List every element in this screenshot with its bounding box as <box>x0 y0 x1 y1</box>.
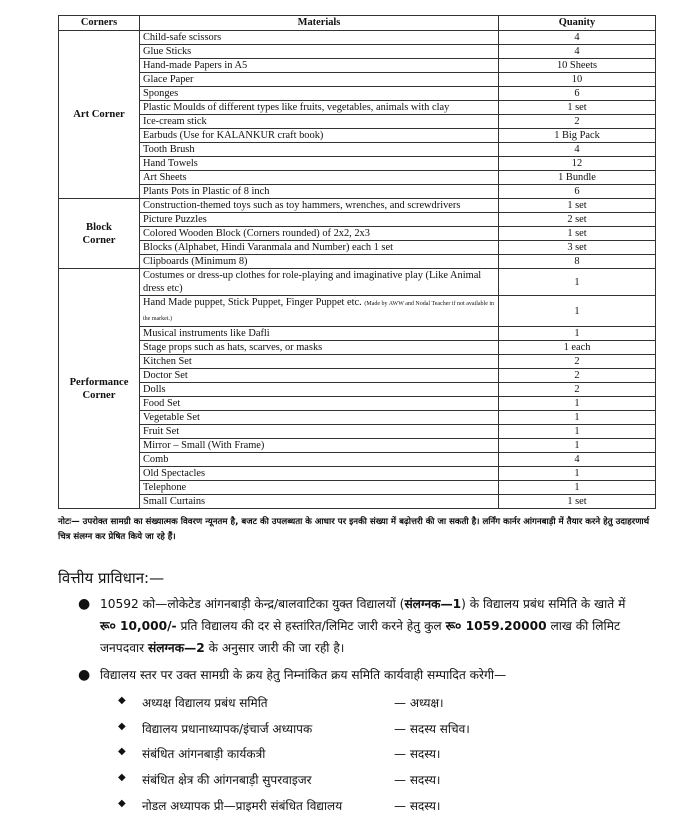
table-row <box>59 227 656 241</box>
funding-paragraph <box>78 593 645 659</box>
quantity-cell: 1 set <box>499 101 656 115</box>
quantity-cell: 4 <box>499 143 656 157</box>
table-row <box>59 241 656 255</box>
para1-text4: लाख की लिमिट जनपदवार <box>100 619 621 655</box>
quantity-cell: 1 <box>499 327 656 341</box>
quantity-cell: 2 <box>499 355 656 369</box>
material-cell: Art Sheets <box>140 171 499 185</box>
quantity-cell: 2 set <box>499 213 656 227</box>
material-cell: Tooth Brush <box>140 143 499 157</box>
table-row <box>59 467 656 481</box>
material-cell: Ice-cream stick <box>140 115 499 129</box>
material-cell: Clipboards (Minimum 8) <box>140 255 499 269</box>
corner-block <box>59 199 140 269</box>
table-row <box>59 87 656 101</box>
material-cell: Telephone <box>140 481 499 495</box>
table-row <box>59 171 656 185</box>
table-row <box>59 101 656 115</box>
table-row <box>59 495 656 509</box>
member-name: संबंधित क्षेत्र की आंगनबाड़ी सुपरवाइजर <box>142 773 312 787</box>
header-materials: Materials <box>140 16 499 31</box>
member-post: — अध्यक्ष। <box>394 696 444 710</box>
table-row <box>59 369 656 383</box>
diamond-bullet-icon: ◆ <box>118 746 126 757</box>
quantity-cell: 10 Sheets <box>499 59 656 73</box>
material-cell: Vegetable Set <box>140 411 499 425</box>
table-row <box>59 59 656 73</box>
quantity-cell: 1 <box>499 467 656 481</box>
diamond-bullet-icon: ◆ <box>118 798 126 809</box>
quantity-cell: 1 <box>499 425 656 439</box>
corner-performance-line2: Corner <box>82 389 116 401</box>
quantity-cell: 1 <box>499 439 656 453</box>
para1-amount-per-school: रू० 10,000/- <box>100 619 177 633</box>
table-row <box>59 199 656 213</box>
quantity-cell: 1 <box>499 397 656 411</box>
table-row <box>59 327 656 341</box>
quantity-cell: 1 <box>499 411 656 425</box>
quantity-cell: 1 set <box>499 227 656 241</box>
table-row <box>59 157 656 171</box>
material-cell: Comb <box>140 453 499 467</box>
table-row <box>59 383 656 397</box>
header-corners: Corners <box>59 16 140 31</box>
material-cell: Plants Pots in Plastic of 8 inch <box>140 185 499 199</box>
table-row <box>59 31 656 45</box>
table-row <box>59 213 656 227</box>
material-cell: Colored Wooden Block (Corners rounded) of 2x2, 2x3 <box>140 227 499 241</box>
header-quantity: Quanity <box>499 16 656 31</box>
corner-performance <box>59 269 140 509</box>
member-name: अध्यक्ष विद्यालय प्रबंध समिति <box>142 696 268 710</box>
member-post: — सदस्य। <box>394 773 441 787</box>
material-cell <box>140 296 499 327</box>
material-cell: Plastic Moulds of different types like fruits, vegetables, animals with clay <box>140 101 499 115</box>
material-cell: Blocks (Alphabet, Hindi Varanmala and Number) each 1 set <box>140 241 499 255</box>
para1-annex1: संलग्नक—1 <box>404 597 462 611</box>
material-cell: Sponges <box>140 87 499 101</box>
member-name: संबंधित आंगनबाड़ी कार्यकत्री <box>142 747 266 761</box>
table-row <box>59 296 656 327</box>
table-row <box>59 397 656 411</box>
quantity-cell: 4 <box>499 45 656 59</box>
bullet-icon: ● <box>78 667 91 683</box>
quantity-cell: 6 <box>499 87 656 101</box>
quantity-cell: 1 each <box>499 341 656 355</box>
material-text: Hand Made puppet, Stick Puppet, Finger Puppet etc. <box>143 297 362 308</box>
table-row <box>59 425 656 439</box>
material-cell: Small Curtains <box>140 495 499 509</box>
quantity-cell: 8 <box>499 255 656 269</box>
material-cell: Construction-themed toys such as toy hammers, wrenches, and screwdrivers <box>140 199 499 213</box>
para1-text2: ) के विद्यालय प्रबंध समिति के खाते में <box>461 597 626 611</box>
corner-block-line2: Corner <box>82 234 116 246</box>
material-cell: Kitchen Set <box>140 355 499 369</box>
material-cell: Glace Paper <box>140 73 499 87</box>
table-note: नोटः— उपरोक्त सामग्री का संख्यात्मक विवरण न्यूनतम है, बजट की उपलब्धता के आधार पर इनकी संख्या में बढ़ोत्तरी की जा सकती है। लर्निंग कार्नर आंगनबाड़ी में तैयार करने हेतु उदाहरणार्थ चित्र संलग्न कर प्रेषित किये जा रहे हैं। <box>58 517 650 542</box>
material-cell: Picture Puzzles <box>140 213 499 227</box>
member-post: — सदस्य। <box>394 799 441 813</box>
material-cell: Old Spectacles <box>140 467 499 481</box>
table-row <box>59 355 656 369</box>
diamond-bullet-icon: ◆ <box>118 772 126 783</box>
para1-text3: प्रति विद्यालय की दर से हस्तांरित/लिमिट जारी करने हेतु कुल <box>176 619 446 633</box>
material-cell: Earbuds (Use for KALANKUR craft book) <box>140 129 499 143</box>
committee-member <box>118 720 638 740</box>
material-note: (Made by AWW and Nodal Teacher if not available in the market.) <box>143 301 495 322</box>
material-cell: Musical instruments like Dafli <box>140 327 499 341</box>
corner-block-line1: Block <box>86 221 112 233</box>
diamond-bullet-icon: ◆ <box>118 695 126 706</box>
quantity-cell: 10 <box>499 73 656 87</box>
table-row <box>59 453 656 467</box>
quantity-cell: 1 Big Pack <box>499 129 656 143</box>
material-cell: Fruit Set <box>140 425 499 439</box>
member-name: विद्यालय प्रधानाध्यापक/इंचार्ज अध्यापक <box>142 722 313 736</box>
table-row <box>59 115 656 129</box>
table-row <box>59 185 656 199</box>
quantity-cell: 1 set <box>499 199 656 213</box>
quantity-cell: 6 <box>499 185 656 199</box>
quantity-cell: 1 <box>499 481 656 495</box>
committee-member <box>118 745 638 765</box>
table-row <box>59 255 656 269</box>
table-row <box>59 73 656 87</box>
quantity-cell: 12 <box>499 157 656 171</box>
quantity-cell: 2 <box>499 115 656 129</box>
bullet-icon: ● <box>78 596 91 612</box>
material-cell: Child-safe scissors <box>140 31 499 45</box>
material-cell: Mirror – Small (With Frame) <box>140 439 499 453</box>
table-row <box>59 269 656 296</box>
para1-total-amount: रू० 1059.20000 <box>445 619 547 633</box>
corner-art: Art Corner <box>59 31 140 199</box>
material-cell: Food Set <box>140 397 499 411</box>
table-row <box>59 481 656 495</box>
quantity-cell: 2 <box>499 369 656 383</box>
table-header-row <box>59 16 656 31</box>
quantity-cell: 4 <box>499 31 656 45</box>
material-cell: Hand Towels <box>140 157 499 171</box>
committee-member <box>118 797 638 817</box>
quantity-cell: 3 set <box>499 241 656 255</box>
member-name: नोडल अध्यापक प्री—प्राइमरी संबंधित विद्यालय <box>142 799 343 813</box>
para2-text: विद्यालय स्तर पर उक्त सामग्री के क्रय हेतु निम्नांकित क्रय समिति कार्यवाही सम्पादित करेगी— <box>100 668 507 682</box>
quantity-cell: 1 Bundle <box>499 171 656 185</box>
quantity-cell: 2 <box>499 383 656 397</box>
material-cell: Hand-made Papers in A5 <box>140 59 499 73</box>
quantity-cell: 1 <box>499 269 656 296</box>
material-cell: Doctor Set <box>140 369 499 383</box>
material-cell: Stage props such as hats, scarves, or masks <box>140 341 499 355</box>
para1-text1: 10592 को—लोकेटेड आंगनबाड़ी केन्द्र/बालवाटिका युक्त विद्यालयों ( <box>100 597 405 611</box>
table-row <box>59 341 656 355</box>
section-heading: वित्तीय प्राविधान:— <box>58 569 165 587</box>
committee-member <box>118 694 638 714</box>
materials-table <box>58 15 656 509</box>
table-row <box>59 143 656 157</box>
committee-member <box>118 771 638 791</box>
table-row <box>59 411 656 425</box>
diamond-bullet-icon: ◆ <box>118 721 126 732</box>
quantity-cell: 1 <box>499 296 656 327</box>
table-row <box>59 45 656 59</box>
para1-annex2: संलग्नक—2 <box>148 641 205 655</box>
table-row <box>59 439 656 453</box>
member-post: — सदस्य। <box>394 747 441 761</box>
para1-text5: के अनुसार जारी की जा रही है। <box>204 641 345 655</box>
material-cell: Glue Sticks <box>140 45 499 59</box>
corner-performance-line1: Performance <box>69 376 129 388</box>
material-cell: Dolls <box>140 383 499 397</box>
committee-paragraph <box>78 664 645 686</box>
table-row <box>59 129 656 143</box>
quantity-cell: 4 <box>499 453 656 467</box>
member-post: — सदस्य सचिव। <box>394 722 470 736</box>
material-cell: Costumes or dress-up clothes for role-playing and imaginative play (Like Animal dress etc) <box>140 269 499 296</box>
quantity-cell: 1 set <box>499 495 656 509</box>
